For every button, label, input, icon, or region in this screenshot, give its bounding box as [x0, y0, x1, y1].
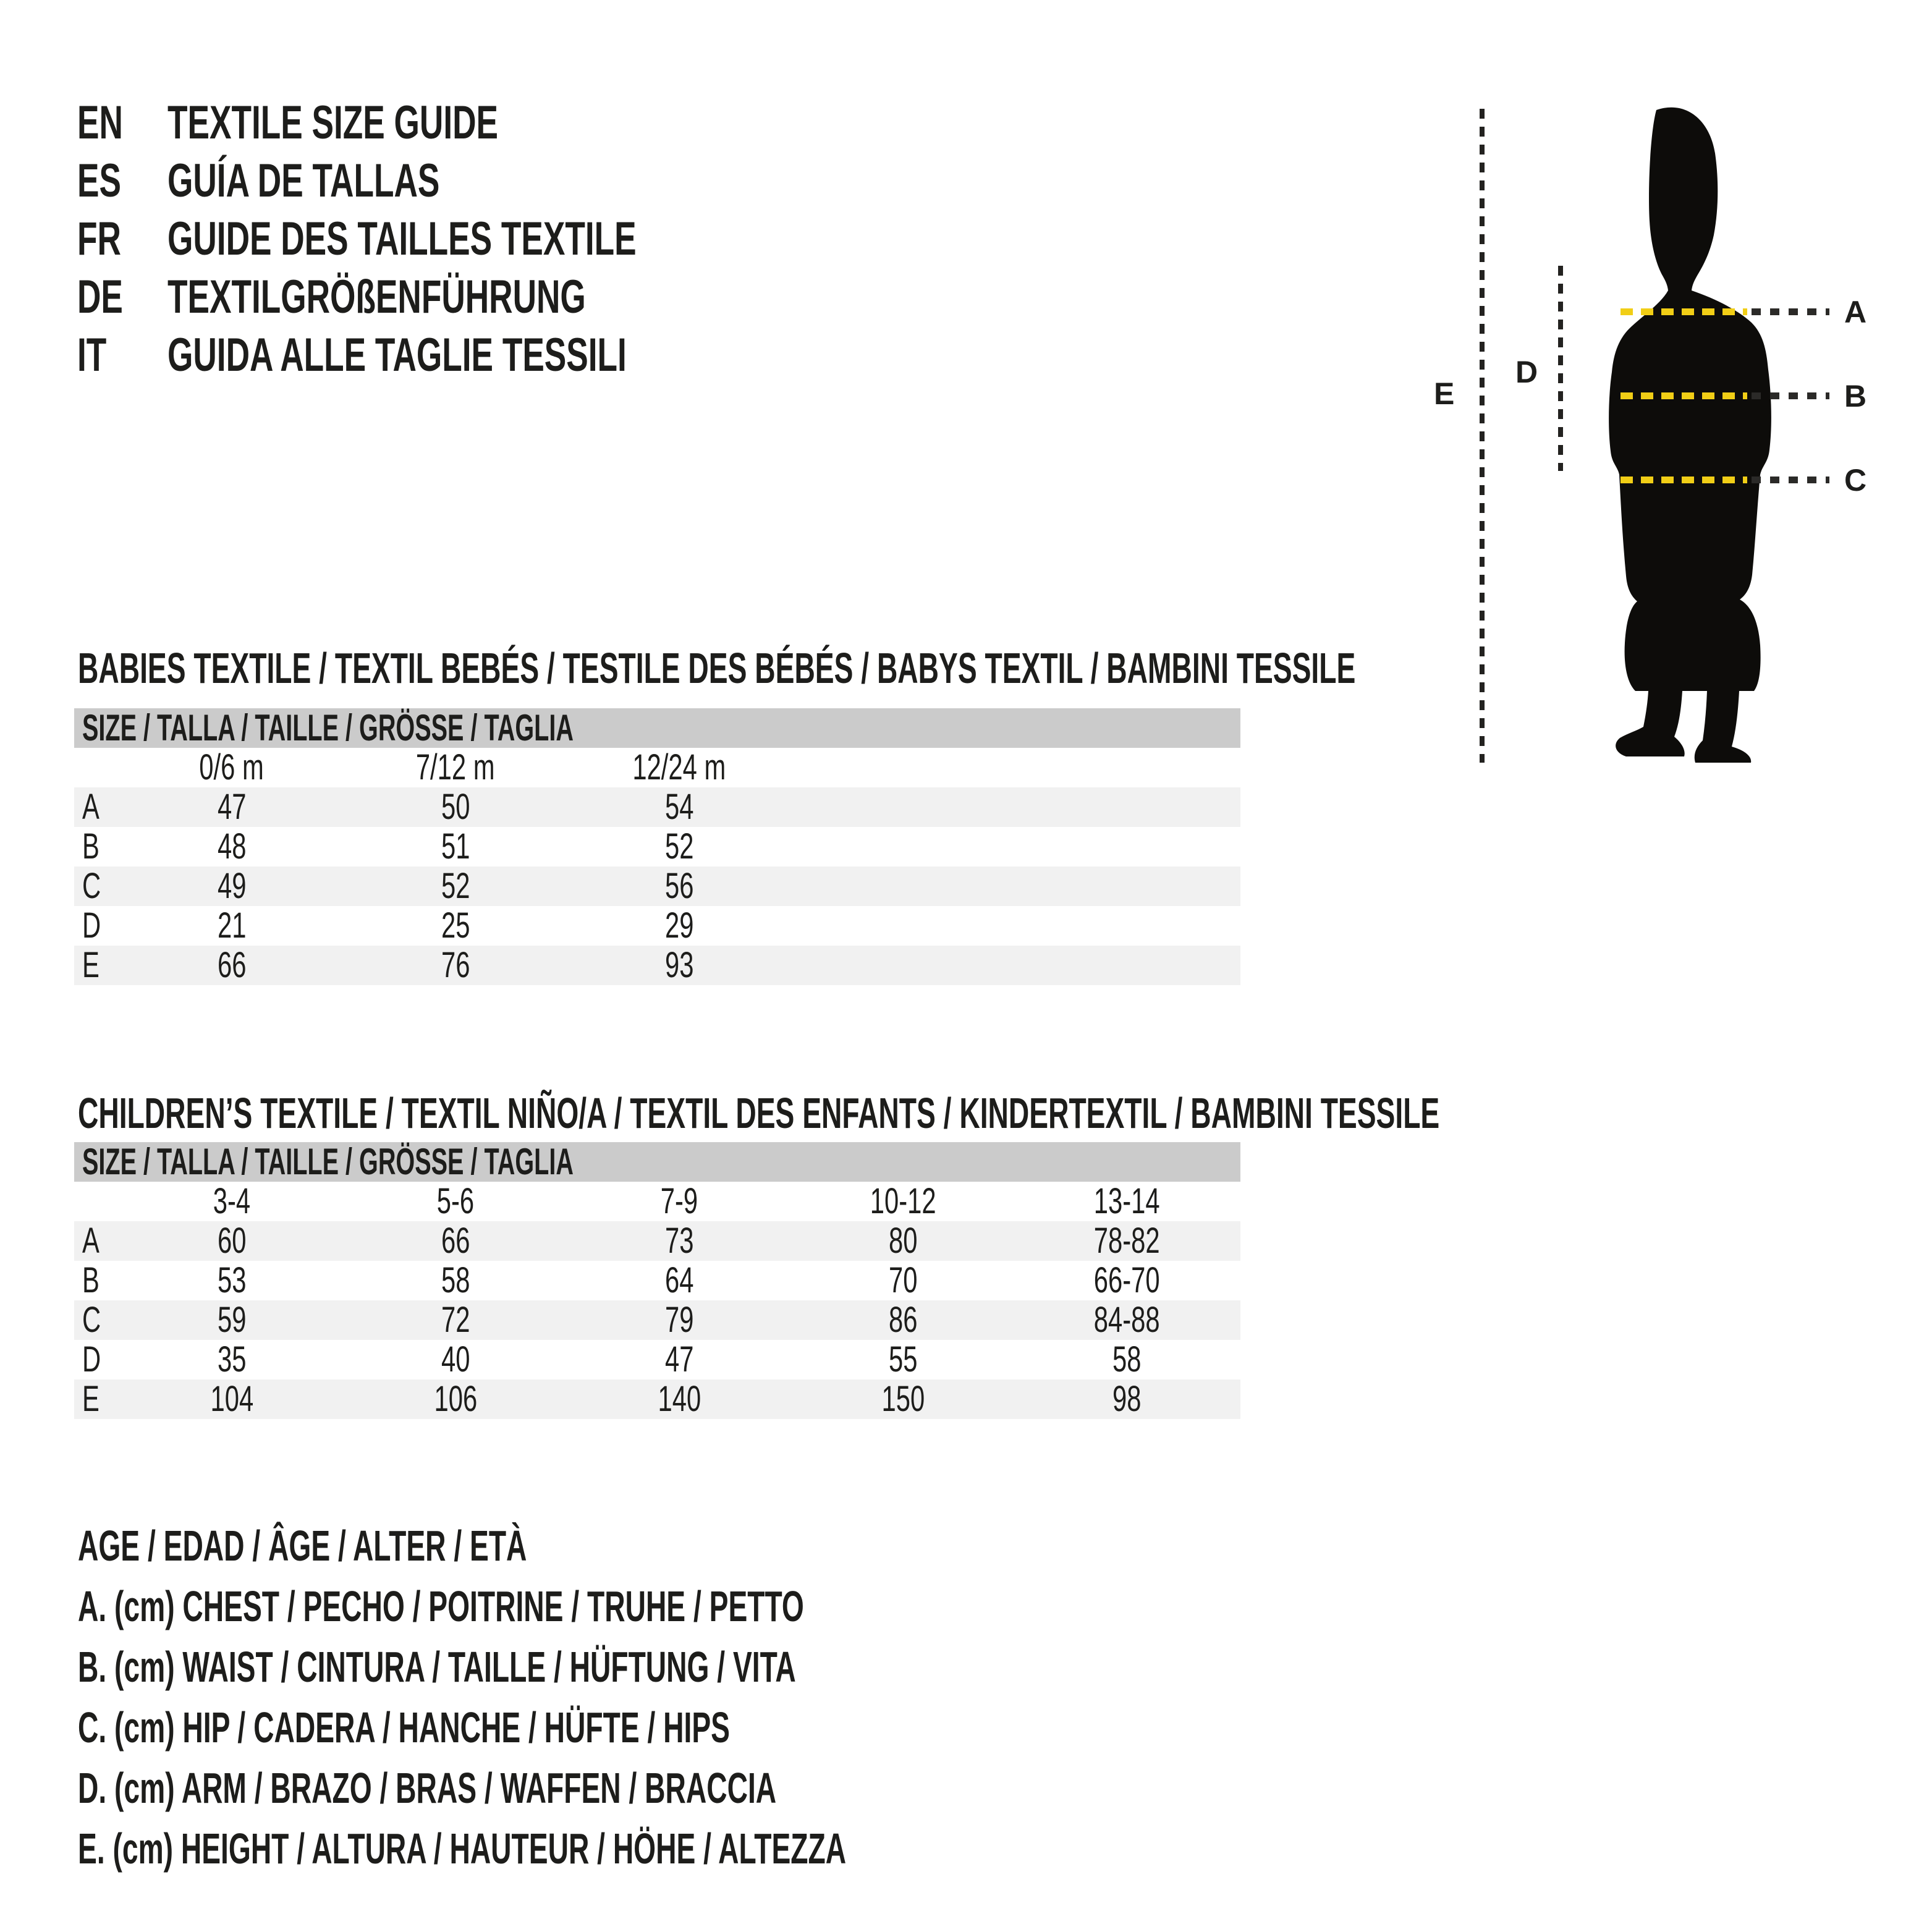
cell: 54	[664, 787, 694, 827]
waist-measure-line-b-dotted	[1752, 392, 1829, 399]
measurement-legend	[78, 1515, 1242, 1879]
cell: 47	[217, 787, 247, 827]
column-header: 12/24 m	[632, 747, 726, 787]
cell: 51	[441, 826, 470, 866]
cell: 140	[658, 1379, 701, 1419]
cell: 35	[217, 1339, 247, 1379]
row-label: E	[82, 1379, 100, 1419]
cell: 48	[217, 826, 247, 866]
language-title-list	[77, 94, 837, 384]
cell: 56	[664, 866, 694, 906]
cell: 98	[1112, 1379, 1142, 1419]
babies-size-table	[74, 708, 1240, 985]
cell: 59	[217, 1300, 247, 1340]
cell: 76	[441, 945, 470, 985]
language-title: TEXTILGRÖßENFÜHRUNG	[167, 271, 586, 323]
language-title: GUIDE DES TAILLES TEXTILE	[167, 213, 637, 265]
cell: 60	[217, 1221, 247, 1261]
row-label: D	[82, 905, 101, 946]
language-code: EN	[77, 96, 123, 149]
cell: 58	[1112, 1339, 1142, 1379]
table-row	[74, 827, 1240, 866]
cell: 52	[664, 826, 694, 866]
table-row	[74, 787, 1240, 827]
cell: 84-88	[1093, 1300, 1160, 1340]
column-header-row	[74, 748, 1240, 787]
cell: 55	[888, 1339, 918, 1379]
table-header-bar: SIZE / TALLA / TAILLE / GRÖSSE / TAGLIA	[74, 1142, 1240, 1182]
column-header: 10-12	[870, 1181, 936, 1221]
language-code: DE	[77, 271, 123, 323]
table-row	[74, 1379, 1240, 1419]
legend-line-chest: A. (cm) CHEST / PECHO / POITRINE / TRUHE / PETTO	[78, 1582, 804, 1630]
cell: 106	[434, 1379, 477, 1419]
table-row	[74, 906, 1240, 946]
cell: 78-82	[1093, 1221, 1160, 1261]
table-row	[74, 1340, 1240, 1379]
hip-measure-line-c-yellow	[1621, 477, 1747, 483]
row-label: D	[82, 1339, 101, 1379]
cell: 50	[441, 787, 470, 827]
row-label: A	[82, 787, 100, 827]
table-row	[74, 1300, 1240, 1340]
cell: 29	[664, 905, 694, 946]
row-label-spacer	[74, 1182, 120, 1221]
hip-measure-line-c-dotted	[1752, 477, 1829, 483]
cell: 58	[441, 1260, 470, 1300]
language-code: FR	[77, 213, 121, 265]
language-row	[77, 94, 837, 152]
cell: 66	[441, 1221, 470, 1261]
cell: 21	[217, 905, 247, 946]
row-label: B	[82, 1260, 100, 1300]
legend-line-height: E. (cm) HEIGHT / ALTURA / HAUTEUR / HÖHE / ALTEZZA	[78, 1824, 847, 1873]
chest-measure-line-a-yellow	[1621, 308, 1747, 315]
column-header: 3-4	[213, 1181, 251, 1221]
legend-line-hip: C. (cm) HIP / CADERA / HANCHE / HÜFTE / HIPS	[78, 1703, 730, 1752]
cell: 73	[664, 1221, 694, 1261]
column-header: 0/6 m	[199, 747, 265, 787]
cell: 70	[888, 1260, 918, 1300]
table-header-bar: SIZE / TALLA / TAILLE / GRÖSSE / TAGLIA	[74, 708, 1240, 748]
cell: 53	[217, 1260, 247, 1300]
row-label: B	[82, 826, 100, 866]
row-label-spacer	[74, 748, 120, 787]
column-header: 5-6	[436, 1181, 475, 1221]
cell: 52	[441, 866, 470, 906]
language-code: ES	[77, 155, 121, 207]
cell: 64	[664, 1260, 694, 1300]
cell: 66	[217, 945, 247, 985]
legend-line-age: AGE / EDAD / ÂGE / ALTER / ETÀ	[78, 1522, 527, 1570]
arm-measure-line-d	[1558, 266, 1563, 471]
table-row	[74, 866, 1240, 906]
cell: 150	[881, 1379, 925, 1419]
row-label: C	[82, 1300, 101, 1340]
babies-section-heading: BABIES TEXTILE / TEXTIL BEBÉS / TESTILE DES BÉBÉS / BABYS TEXTIL / BAMBINI TESSILE	[78, 644, 1356, 692]
language-row	[77, 210, 837, 268]
cell: 79	[664, 1300, 694, 1340]
cell: 66-70	[1093, 1260, 1160, 1300]
measure-label-e: E	[1434, 376, 1455, 411]
cell: 93	[664, 945, 694, 985]
chest-measure-line-a-dotted	[1752, 308, 1829, 315]
language-title: GUÍA DE TALLAS	[167, 155, 440, 207]
column-header: 7/12 m	[416, 747, 495, 787]
cell: 47	[664, 1339, 694, 1379]
legend-line-waist: B. (cm) WAIST / CINTURA / TAILLE / HÜFTUNG / VITA	[78, 1643, 796, 1691]
waist-measure-line-b-yellow	[1621, 392, 1747, 399]
legend-line-arm: D. (cm) ARM / BRAZO / BRAS / WAFFEN / BRACCIA	[78, 1764, 777, 1812]
children-size-table	[74, 1142, 1240, 1419]
measure-label-a: A	[1844, 295, 1867, 329]
row-label: A	[82, 1221, 100, 1261]
language-row	[77, 152, 837, 210]
cell: 80	[888, 1221, 918, 1261]
row-label: E	[82, 945, 100, 985]
language-row	[77, 326, 837, 384]
measure-label-b: B	[1844, 379, 1867, 413]
measure-label-c: C	[1844, 463, 1867, 498]
measure-label-d: D	[1515, 355, 1538, 389]
language-title: GUIDA ALLE TAGLIE TESSILI	[167, 329, 627, 381]
cell: 49	[217, 866, 247, 906]
table-row	[74, 1221, 1240, 1261]
column-header: 13-14	[1093, 1181, 1160, 1221]
row-label: C	[82, 866, 101, 906]
language-row	[77, 268, 837, 326]
cell: 72	[441, 1300, 470, 1340]
table-row	[74, 1261, 1240, 1300]
cell: 40	[441, 1339, 470, 1379]
column-header: 7-9	[660, 1181, 698, 1221]
language-code: IT	[77, 329, 107, 381]
children-section-heading: CHILDREN’S TEXTILE / TEXTIL NIÑO/A / TEXTIL DES ENFANTS / KINDERTEXTIL / BAMBINI TESSILE	[78, 1089, 1440, 1137]
cell: 86	[888, 1300, 918, 1340]
cell: 25	[441, 905, 470, 946]
cell: 104	[210, 1379, 253, 1419]
column-header-row	[74, 1182, 1240, 1221]
language-title: TEXTILE SIZE GUIDE	[167, 96, 499, 149]
table-row	[74, 946, 1240, 985]
